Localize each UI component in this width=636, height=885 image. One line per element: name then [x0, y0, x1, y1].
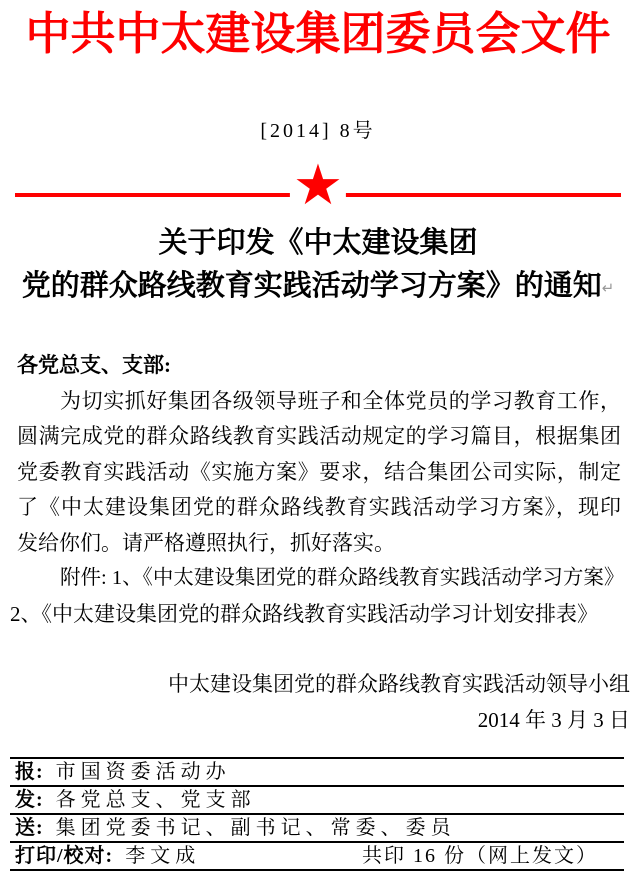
- attachment-line-2: 2、《中太建设集团党的群众路线教育实践活动学习计划安排表》: [10, 601, 598, 626]
- body-line: 党委教育实践活动《实施方案》要求，结合集团公司实际，制定: [17, 459, 621, 484]
- document-number: [2014] 8号: [260, 120, 376, 142]
- red-star-icon: ★: [290, 158, 346, 214]
- document-title-line-2: 党的群众路线教育实践活动学习方案》的通知↵: [21, 270, 615, 302]
- table-row-print: [10, 843, 624, 871]
- body-line: 圆满完成党的群众路线教育实践活动规定的学习篇目，根据集团: [17, 424, 621, 448]
- row-content: 各党总支、党支部: [55, 789, 256, 811]
- document-title: [0, 222, 636, 310]
- paragraph-mark-icon: ↵: [601, 279, 615, 297]
- salutation-line: 各党总支、支部:: [17, 353, 171, 377]
- red-star-divider: [0, 153, 636, 218]
- row-label: 发:: [15, 789, 44, 811]
- distribution-table: [10, 757, 624, 871]
- row-content: 李文成: [125, 845, 201, 867]
- document-page: [0, 6, 636, 885]
- document-header-title: 中共中太建设集团委员会文件: [25, 9, 611, 59]
- body-line: 了《中太建设集团党的群众路线教育实践活动学习方案》，现印: [17, 495, 621, 519]
- signature-line: 中太建设集团党的群众路线教育实践活动领导小组: [168, 672, 630, 696]
- row-label: 报:: [15, 761, 44, 783]
- row-label: 打印/校对:: [15, 845, 114, 867]
- body-line: 为切实抓好集团各级领导班子和全体党员的学习教育工作，: [60, 388, 621, 413]
- print-count: 共印 16 份（网上发文）: [362, 845, 598, 867]
- date-line: 2014 年 3 月 3 日: [477, 707, 630, 732]
- table-row-issue: [10, 787, 624, 815]
- table-row-report: [10, 759, 624, 787]
- row-label: 送:: [15, 817, 44, 839]
- closing-block: [0, 667, 636, 738]
- document-body: [10, 348, 625, 632]
- attachment-line-1: 附件: 1、《中太建设集团党的群众路线教育实践活动学习方案》: [60, 567, 625, 589]
- document-title-line-1: 关于印发《中太建设集团: [158, 227, 478, 259]
- table-row-send: [10, 815, 624, 843]
- row-content: 集团党委书记、副书记、常委、委员: [55, 817, 456, 839]
- row-content: 市国资委活动办: [55, 761, 231, 783]
- body-line: 发给你们。请严格遵照执行，抓好落实。: [17, 530, 395, 555]
